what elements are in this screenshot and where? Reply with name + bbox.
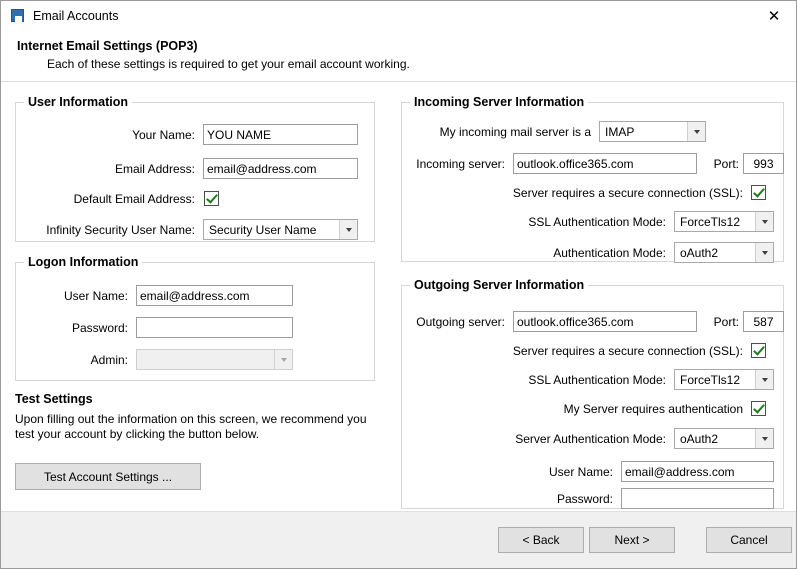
outgoing-ssl-auth-mode-label: SSL Authentication Mode: — [528, 372, 666, 387]
logon-password-label: Password: — [71, 320, 128, 335]
outgoing-ssl-auth-mode-row — [401, 369, 784, 390]
test-settings-description: Upon filling out the information on this screen, we recommend you test your account by clicking the button below. — [15, 412, 367, 441]
email-address-row — [15, 158, 375, 179]
floppy-disk-icon — [10, 8, 26, 24]
chevron-down-icon — [755, 370, 773, 389]
chevron-down-icon — [755, 429, 773, 448]
close-icon[interactable]: ✕ — [767, 7, 781, 25]
incoming-auth-mode-row — [401, 242, 784, 263]
incoming-ssl-auth-mode-label: SSL Authentication Mode: — [528, 214, 666, 229]
test-account-settings-button[interactable]: Test Account Settings ... — [15, 463, 201, 490]
cancel-button[interactable]: Cancel — [706, 527, 792, 553]
incoming-ssl-auth-mode-combo[interactable] — [674, 211, 774, 232]
your-name-label: Your Name: — [132, 127, 195, 142]
security-user-row — [15, 219, 375, 240]
user-information-legend: User Information — [24, 95, 132, 109]
outgoing-password-label: Password: — [556, 491, 613, 506]
outgoing-port-input[interactable] — [743, 311, 784, 332]
chevron-down-icon — [339, 220, 357, 239]
incoming-ssl-checkbox[interactable] — [751, 185, 766, 200]
outgoing-ssl-row — [401, 343, 784, 358]
logon-admin-combo[interactable] — [136, 349, 293, 370]
incoming-ssl-auth-mode-row — [401, 211, 784, 232]
security-user-label: Infinity Security User Name: — [46, 222, 195, 237]
test-settings-section — [15, 392, 390, 442]
outgoing-password-input[interactable] — [621, 488, 774, 509]
outgoing-ssl-checkbox[interactable] — [751, 343, 766, 358]
default-email-label: Default Email Address: — [73, 191, 195, 206]
incoming-server-legend: Incoming Server Information — [410, 95, 588, 109]
next-button[interactable]: Next > — [589, 527, 675, 553]
default-email-row — [15, 191, 375, 206]
incoming-server-row — [401, 153, 784, 174]
incoming-port-label: Port: — [713, 156, 739, 171]
logon-user-name-label: User Name: — [63, 288, 128, 303]
chevron-down-icon — [755, 212, 773, 231]
logon-user-name-row — [15, 285, 375, 306]
email-address-input[interactable] — [203, 158, 358, 179]
outgoing-server-legend: Outgoing Server Information — [410, 278, 588, 292]
incoming-mail-server-type-label: My incoming mail server is a — [439, 124, 591, 139]
logon-admin-row — [15, 349, 375, 370]
outgoing-server-label: Outgoing server: — [416, 314, 505, 329]
outgoing-requires-auth-checkbox[interactable] — [751, 401, 766, 416]
outgoing-password-row — [401, 488, 784, 509]
page-header — [1, 32, 796, 81]
incoming-auth-mode-value: oAuth2 — [680, 245, 719, 260]
logon-user-name-input[interactable] — [136, 285, 293, 306]
incoming-auth-mode-combo[interactable] — [674, 242, 774, 263]
outgoing-server-auth-mode-label: Server Authentication Mode: — [515, 431, 666, 446]
incoming-ssl-row — [401, 185, 784, 200]
test-settings-legend: Test Settings — [15, 392, 93, 406]
logon-admin-label: Admin: — [90, 352, 128, 367]
window-title: Email Accounts — [33, 9, 119, 23]
outgoing-server-auth-mode-combo[interactable] — [674, 428, 774, 449]
default-email-checkbox[interactable] — [204, 191, 219, 206]
outgoing-server-row — [401, 311, 784, 332]
email-address-label: Email Address: — [114, 161, 195, 176]
incoming-ssl-label: Server requires a secure connection (SSL): — [512, 185, 743, 200]
outgoing-server-auth-mode-row — [401, 428, 784, 449]
outgoing-requires-auth-label: My Server requires authentication — [563, 401, 743, 416]
page-subtitle: Each of these settings is required to get your email account working. — [47, 57, 410, 71]
outgoing-server-auth-mode-value: oAuth2 — [680, 431, 719, 446]
outgoing-ssl-auth-mode-combo[interactable] — [674, 369, 774, 390]
logon-password-row — [15, 317, 375, 338]
outgoing-ssl-label: Server requires a secure connection (SSL): — [512, 343, 743, 358]
dialog-footer — [1, 511, 796, 568]
incoming-mail-server-type-value: IMAP — [605, 124, 635, 139]
chevron-down-icon — [274, 350, 292, 369]
logon-information-legend: Logon Information — [24, 255, 142, 269]
settings-content — [1, 82, 796, 511]
logon-password-input[interactable] — [136, 317, 293, 338]
outgoing-requires-auth-row — [401, 401, 784, 416]
incoming-server-label: Incoming server: — [416, 156, 505, 171]
incoming-server-input[interactable] — [513, 153, 697, 174]
security-user-combo[interactable] — [203, 219, 358, 240]
chevron-down-icon — [687, 122, 705, 141]
security-user-value: Security User Name — [209, 222, 317, 237]
outgoing-user-name-row — [401, 461, 784, 482]
outgoing-user-name-label: User Name: — [548, 464, 613, 479]
page-title: Internet Email Settings (POP3) — [17, 39, 198, 53]
back-button[interactable]: < Back — [498, 527, 584, 553]
incoming-ssl-auth-mode-value: ForceTls12 — [680, 214, 741, 229]
your-name-row — [15, 124, 375, 145]
incoming-mail-server-type-combo[interactable] — [599, 121, 706, 142]
incoming-mail-server-type-row — [401, 121, 784, 142]
outgoing-user-name-input[interactable] — [621, 461, 774, 482]
your-name-input[interactable] — [203, 124, 358, 145]
incoming-port-input[interactable] — [743, 153, 784, 174]
chevron-down-icon — [755, 243, 773, 262]
outgoing-ssl-auth-mode-value: ForceTls12 — [680, 372, 741, 387]
outgoing-port-label: Port: — [713, 314, 739, 329]
outgoing-server-input[interactable] — [513, 311, 697, 332]
incoming-auth-mode-label: Authentication Mode: — [553, 245, 666, 260]
title-bar — [1, 1, 796, 32]
